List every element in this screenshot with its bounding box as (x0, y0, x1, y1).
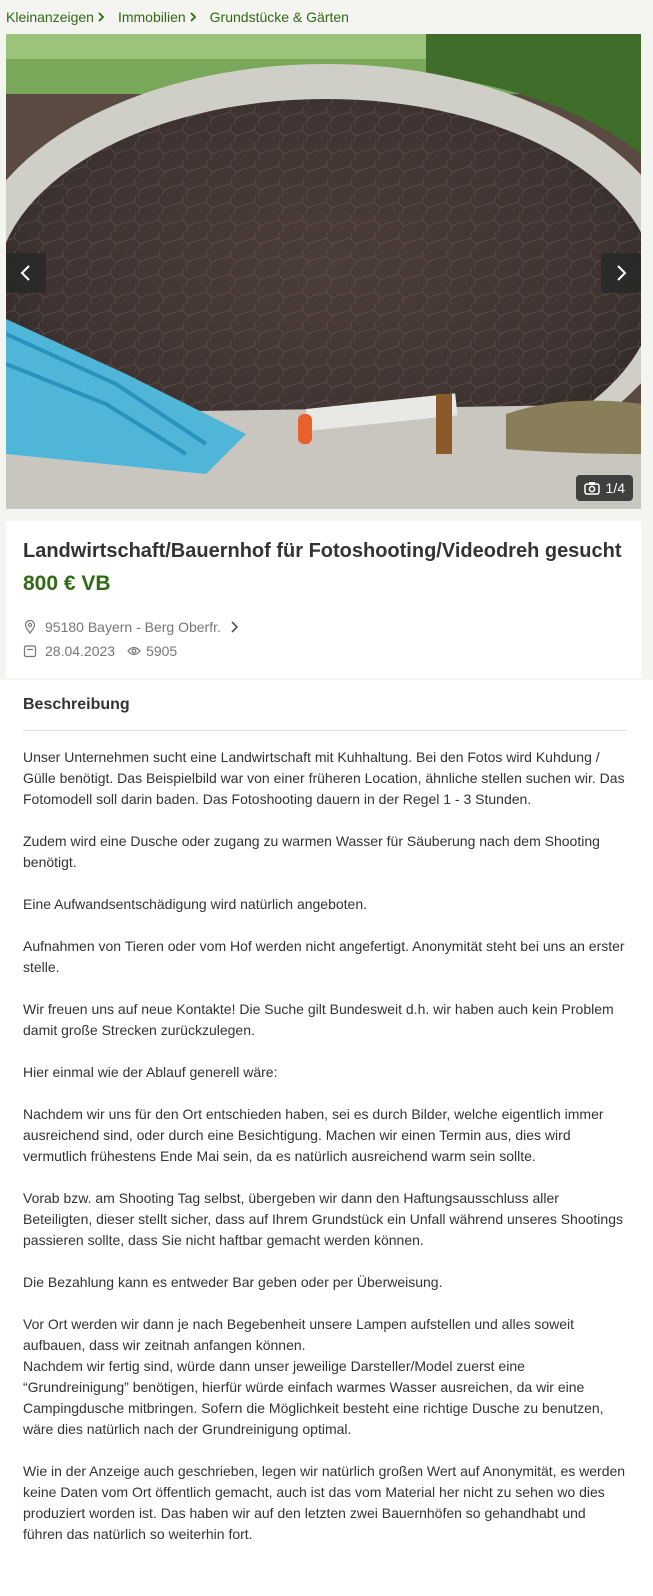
chevron-right-icon (96, 12, 106, 22)
breadcrumb-label: Kleinanzeigen (6, 9, 94, 25)
breadcrumb-item-immobilien[interactable] (118, 9, 198, 25)
gallery-prev-button[interactable] (6, 253, 46, 293)
breadcrumb-label: Immobilien (117, 9, 186, 25)
chevron-right-icon (188, 12, 198, 22)
description-paragraph: Eine Aufwandsentschädigung wird natürlich angeboten. (23, 896, 368, 912)
location-row[interactable] (23, 616, 624, 638)
calendar-icon (23, 644, 37, 658)
listing-price: 800 € VB (23, 572, 111, 595)
chevron-left-icon (17, 264, 35, 282)
description-paragraph: Zudem wird eine Dusche oder zugang zu warmen Wasser für Säuberung nach dem Shooting benötigt. (23, 833, 600, 870)
description-heading: Beschreibung (23, 696, 626, 731)
stats-row (23, 640, 624, 662)
description-paragraph: Unser Unternehmen sucht eine Landwirtschaft mit Kuhhaltung. Bei den Fotos wird Kuhdung / Gülle benötigt. Das Beispielbild war von einer früheren Location, ähnliche stellen suchen wir. Das Fotomodell soll darin baden. Das Fotoshooting dauern in der Regel 1 - 3 Stunden. (23, 749, 625, 807)
listing-photo (6, 34, 641, 509)
listing-location: 95180 Bayern - Berg Oberfr. (45, 619, 221, 635)
description-paragraph: Wir freuen uns auf neue Kontakte! Die Suche gilt Bundesweit d.h. wir haben auch kein Problem damit große Strecken zurückzulegen. (23, 1001, 614, 1038)
listing-views: 5905 (146, 643, 178, 659)
description-paragraph: Wie in der Anzeige auch geschrieben, legen wir natürlich großen Wert auf Anonymität, es werden keine Daten vom Ort öffentlich gemacht, auch ist das vom Material her nicht zu sehen wo dies produziert worden ist. Das haben wir auf den letzten zwei Bauernhöfen so gehandhabt und führen das natürlich so weiterhin fort. (23, 1463, 626, 1542)
gallery-next-button[interactable] (601, 253, 641, 293)
map-pin-icon (23, 620, 37, 634)
description-section (0, 680, 653, 1596)
chevron-right-icon (612, 264, 630, 282)
listing-title: Landwirtschaft/Bauernhof für Fotoshooting/Videodreh gesucht (23, 540, 622, 562)
description-text (23, 747, 626, 1545)
gallery-counter-text: 1/4 (605, 480, 625, 496)
description-paragraph: Nachdem wir uns für den Ort entschieden haben, sei es durch Bilder, welche eigentlich immer ausreichend sind, oder durch eine Besichtigung. Machen wir einen Termin aus, dies wird vermutlich frühestens Ende Mai sein, da es natürlich ausreichend warm sein sollte. (23, 1106, 604, 1164)
gallery-counter (576, 475, 633, 501)
description-paragraph: Vor Ort werden wir dann je nach Begebenheit unsere Lampen aufstellen und alles soweit aufbauen, dass wir zeitnah anfangen können. Nachdem wir fertig sind, würde dann unser jeweilige Darsteller/Model zuerst eine “Grundreinigung” benötigen, hierfür würde einfach warmes Wasser ausreichen, da wir eine Campingdusche mitbringen. Sofern die Möglichkeit besteht eine richtige Dusche zu benutzen, wäre dies natürlich nach der Grundreinigung optimal. (23, 1316, 604, 1437)
breadcrumb-label: Grundstücke & Gärten (209, 9, 349, 25)
description-paragraph: Aufnahmen von Tieren oder vom Hof werden nicht angefertigt. Anonymität steht bei uns an erster stelle. (23, 938, 625, 975)
description-paragraph: Hier einmal wie der Ablauf generell wäre: (23, 1064, 278, 1080)
description-paragraph: Die Bezahlung kann es entweder Bar geben oder per Überweisung. (23, 1274, 443, 1290)
breadcrumb-item-grundstuecke[interactable] (210, 9, 349, 25)
breadcrumb-item-kleinanzeigen[interactable] (6, 9, 106, 25)
chevron-right-icon (229, 621, 239, 633)
listing-date: 28.04.2023 (45, 643, 116, 659)
listing-info-card (6, 521, 641, 678)
breadcrumb (0, 0, 653, 34)
description-paragraph: Vorab bzw. am Shooting Tag selbst, übergeben wir dann den Haftungsausschluss aller Beteiligten, dieser stellt sicher, dass auf Ihrem Grundstück ein Unfall während unseres Shootings passieren sollte, dass Sie nicht haftbar gemacht werden können. (23, 1190, 623, 1248)
eye-icon (127, 645, 141, 657)
image-gallery[interactable] (6, 34, 641, 509)
camera-icon (584, 481, 600, 495)
